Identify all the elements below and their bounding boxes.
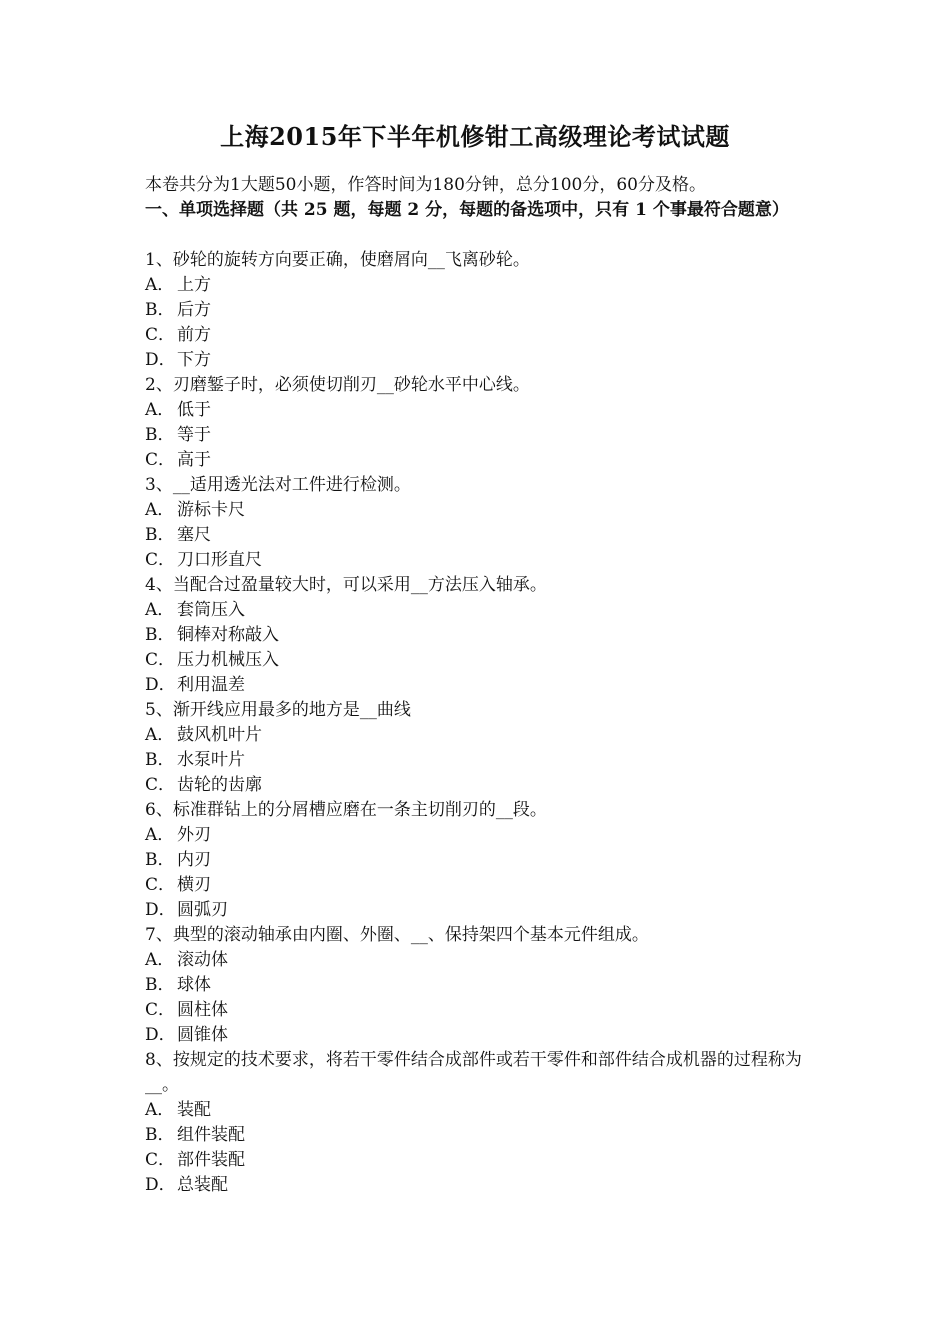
option-letter: A．	[145, 1100, 175, 1120]
option-text: 圆柱体	[177, 1000, 228, 1020]
question-item	[145, 473, 810, 573]
option-text: 内刃	[177, 850, 211, 870]
option-letter: A．	[145, 825, 175, 845]
answer-option	[145, 1123, 810, 1148]
answer-option	[145, 648, 810, 673]
question-item	[145, 1048, 810, 1198]
answer-option	[145, 498, 810, 523]
question-item	[145, 373, 810, 473]
option-letter: B．	[145, 750, 175, 770]
answer-option	[145, 898, 810, 923]
option-letter: A．	[145, 600, 175, 620]
option-text: 滚动体	[177, 950, 228, 970]
question-stem: 1、砂轮的旋转方向要正确，使磨屑向__飞离砂轮。	[145, 250, 530, 270]
answer-option	[145, 1173, 810, 1198]
option-text: 装配	[177, 1100, 211, 1120]
option-letter: C．	[145, 550, 176, 570]
question-item	[145, 798, 810, 923]
answer-option	[145, 448, 810, 473]
answer-option	[145, 523, 810, 548]
option-text: 等于	[177, 425, 211, 445]
option-letter: A．	[145, 275, 175, 295]
answer-option	[145, 848, 810, 873]
option-letter: A．	[145, 500, 175, 520]
option-text: 组件装配	[177, 1125, 245, 1145]
option-letter: B．	[145, 300, 175, 320]
answer-option	[145, 1148, 810, 1173]
answer-option	[145, 723, 810, 748]
option-letter: B．	[145, 975, 175, 995]
option-letter: A．	[145, 725, 175, 745]
option-letter: C．	[145, 1000, 176, 1020]
question-stem: 2、刃磨錾子时，必须使切削刃__砂轮水平中心线。	[145, 375, 530, 395]
option-text: 压力机械压入	[177, 650, 279, 670]
option-text: 后方	[177, 300, 211, 320]
question-stem: 7、典型的滚动轴承由内圈、外圈、__、保持架四个基本元件组成。	[145, 925, 649, 945]
option-letter: C．	[145, 325, 176, 345]
question-stem: 3、__适用透光法对工件进行检测。	[145, 475, 411, 495]
option-text: 低于	[177, 400, 211, 420]
question-item	[145, 923, 810, 1048]
answer-option	[145, 748, 810, 773]
option-letter: B．	[145, 1125, 175, 1145]
option-text: 横刃	[177, 875, 211, 895]
option-letter: C．	[145, 1150, 176, 1170]
section-heading: 一、单项选择题（共 25 题，每题 2 分，每题的备选项中，只有 1 个事最符合题意）	[145, 200, 789, 220]
answer-option	[145, 1098, 810, 1123]
answer-option	[145, 948, 810, 973]
option-text: 外刃	[177, 825, 211, 845]
answer-option	[145, 973, 810, 998]
option-letter: B．	[145, 425, 175, 445]
question-stem: 8、按规定的技术要求，将若干零件结合成部件或若干零件和部件结合成机器的过程称为__。	[145, 1050, 802, 1095]
exam-intro: 本卷共分为1大题50小题，作答时间为180分钟，总分100分，60分及格。	[145, 175, 706, 195]
answer-option	[145, 823, 810, 848]
option-text: 铜棒对称敲入	[177, 625, 279, 645]
option-text: 总装配	[177, 1175, 228, 1195]
option-text: 游标卡尺	[177, 500, 245, 520]
answer-option	[145, 348, 810, 373]
question-stem: 6、标准群钻上的分屑槽应磨在一条主切削刃的__段。	[145, 800, 547, 820]
answer-option	[145, 873, 810, 898]
question-item	[145, 698, 810, 798]
option-letter: D．	[145, 675, 176, 695]
question-stem: 5、渐开线应用最多的地方是__曲线	[145, 700, 411, 720]
option-letter: D．	[145, 900, 176, 920]
option-letter: D．	[145, 350, 176, 370]
option-letter: B．	[145, 625, 175, 645]
option-text: 上方	[177, 275, 211, 295]
option-letter: A．	[145, 400, 175, 420]
option-letter: C．	[145, 450, 176, 470]
option-text: 水泵叶片	[177, 750, 245, 770]
answer-option	[145, 398, 810, 423]
option-letter: D．	[145, 1025, 176, 1045]
option-letter: C．	[145, 775, 176, 795]
question-list	[145, 248, 810, 1198]
option-text: 部件装配	[177, 1150, 245, 1170]
question-stem: 4、当配合过盈量较大时，可以采用__方法压入轴承。	[145, 575, 547, 595]
option-text: 前方	[177, 325, 211, 345]
answer-option	[145, 598, 810, 623]
option-letter: B．	[145, 525, 175, 545]
option-text: 圆锥体	[177, 1025, 228, 1045]
answer-option	[145, 323, 810, 348]
answer-option	[145, 623, 810, 648]
option-letter: B．	[145, 850, 175, 870]
option-letter: D．	[145, 1175, 176, 1195]
answer-option	[145, 273, 810, 298]
answer-option	[145, 1023, 810, 1048]
answer-option	[145, 773, 810, 798]
answer-option	[145, 423, 810, 448]
option-text: 高于	[177, 450, 211, 470]
answer-option	[145, 548, 810, 573]
option-letter: C．	[145, 875, 176, 895]
page-title: 上海2015年下半年机修钳工高级理论考试试题	[220, 122, 730, 151]
answer-option	[145, 673, 810, 698]
option-text: 圆弧刃	[177, 900, 228, 920]
option-letter: A．	[145, 950, 175, 970]
option-text: 塞尺	[177, 525, 211, 545]
option-text: 鼓风机叶片	[177, 725, 262, 745]
option-text: 下方	[177, 350, 211, 370]
option-text: 齿轮的齿廓	[177, 775, 262, 795]
option-letter: C．	[145, 650, 176, 670]
question-item	[145, 248, 810, 373]
option-text: 利用温差	[177, 675, 245, 695]
answer-option	[145, 998, 810, 1023]
question-item	[145, 573, 810, 698]
option-text: 刀口形直尺	[177, 550, 262, 570]
answer-option	[145, 298, 810, 323]
option-text: 套筒压入	[177, 600, 245, 620]
option-text: 球体	[177, 975, 211, 995]
